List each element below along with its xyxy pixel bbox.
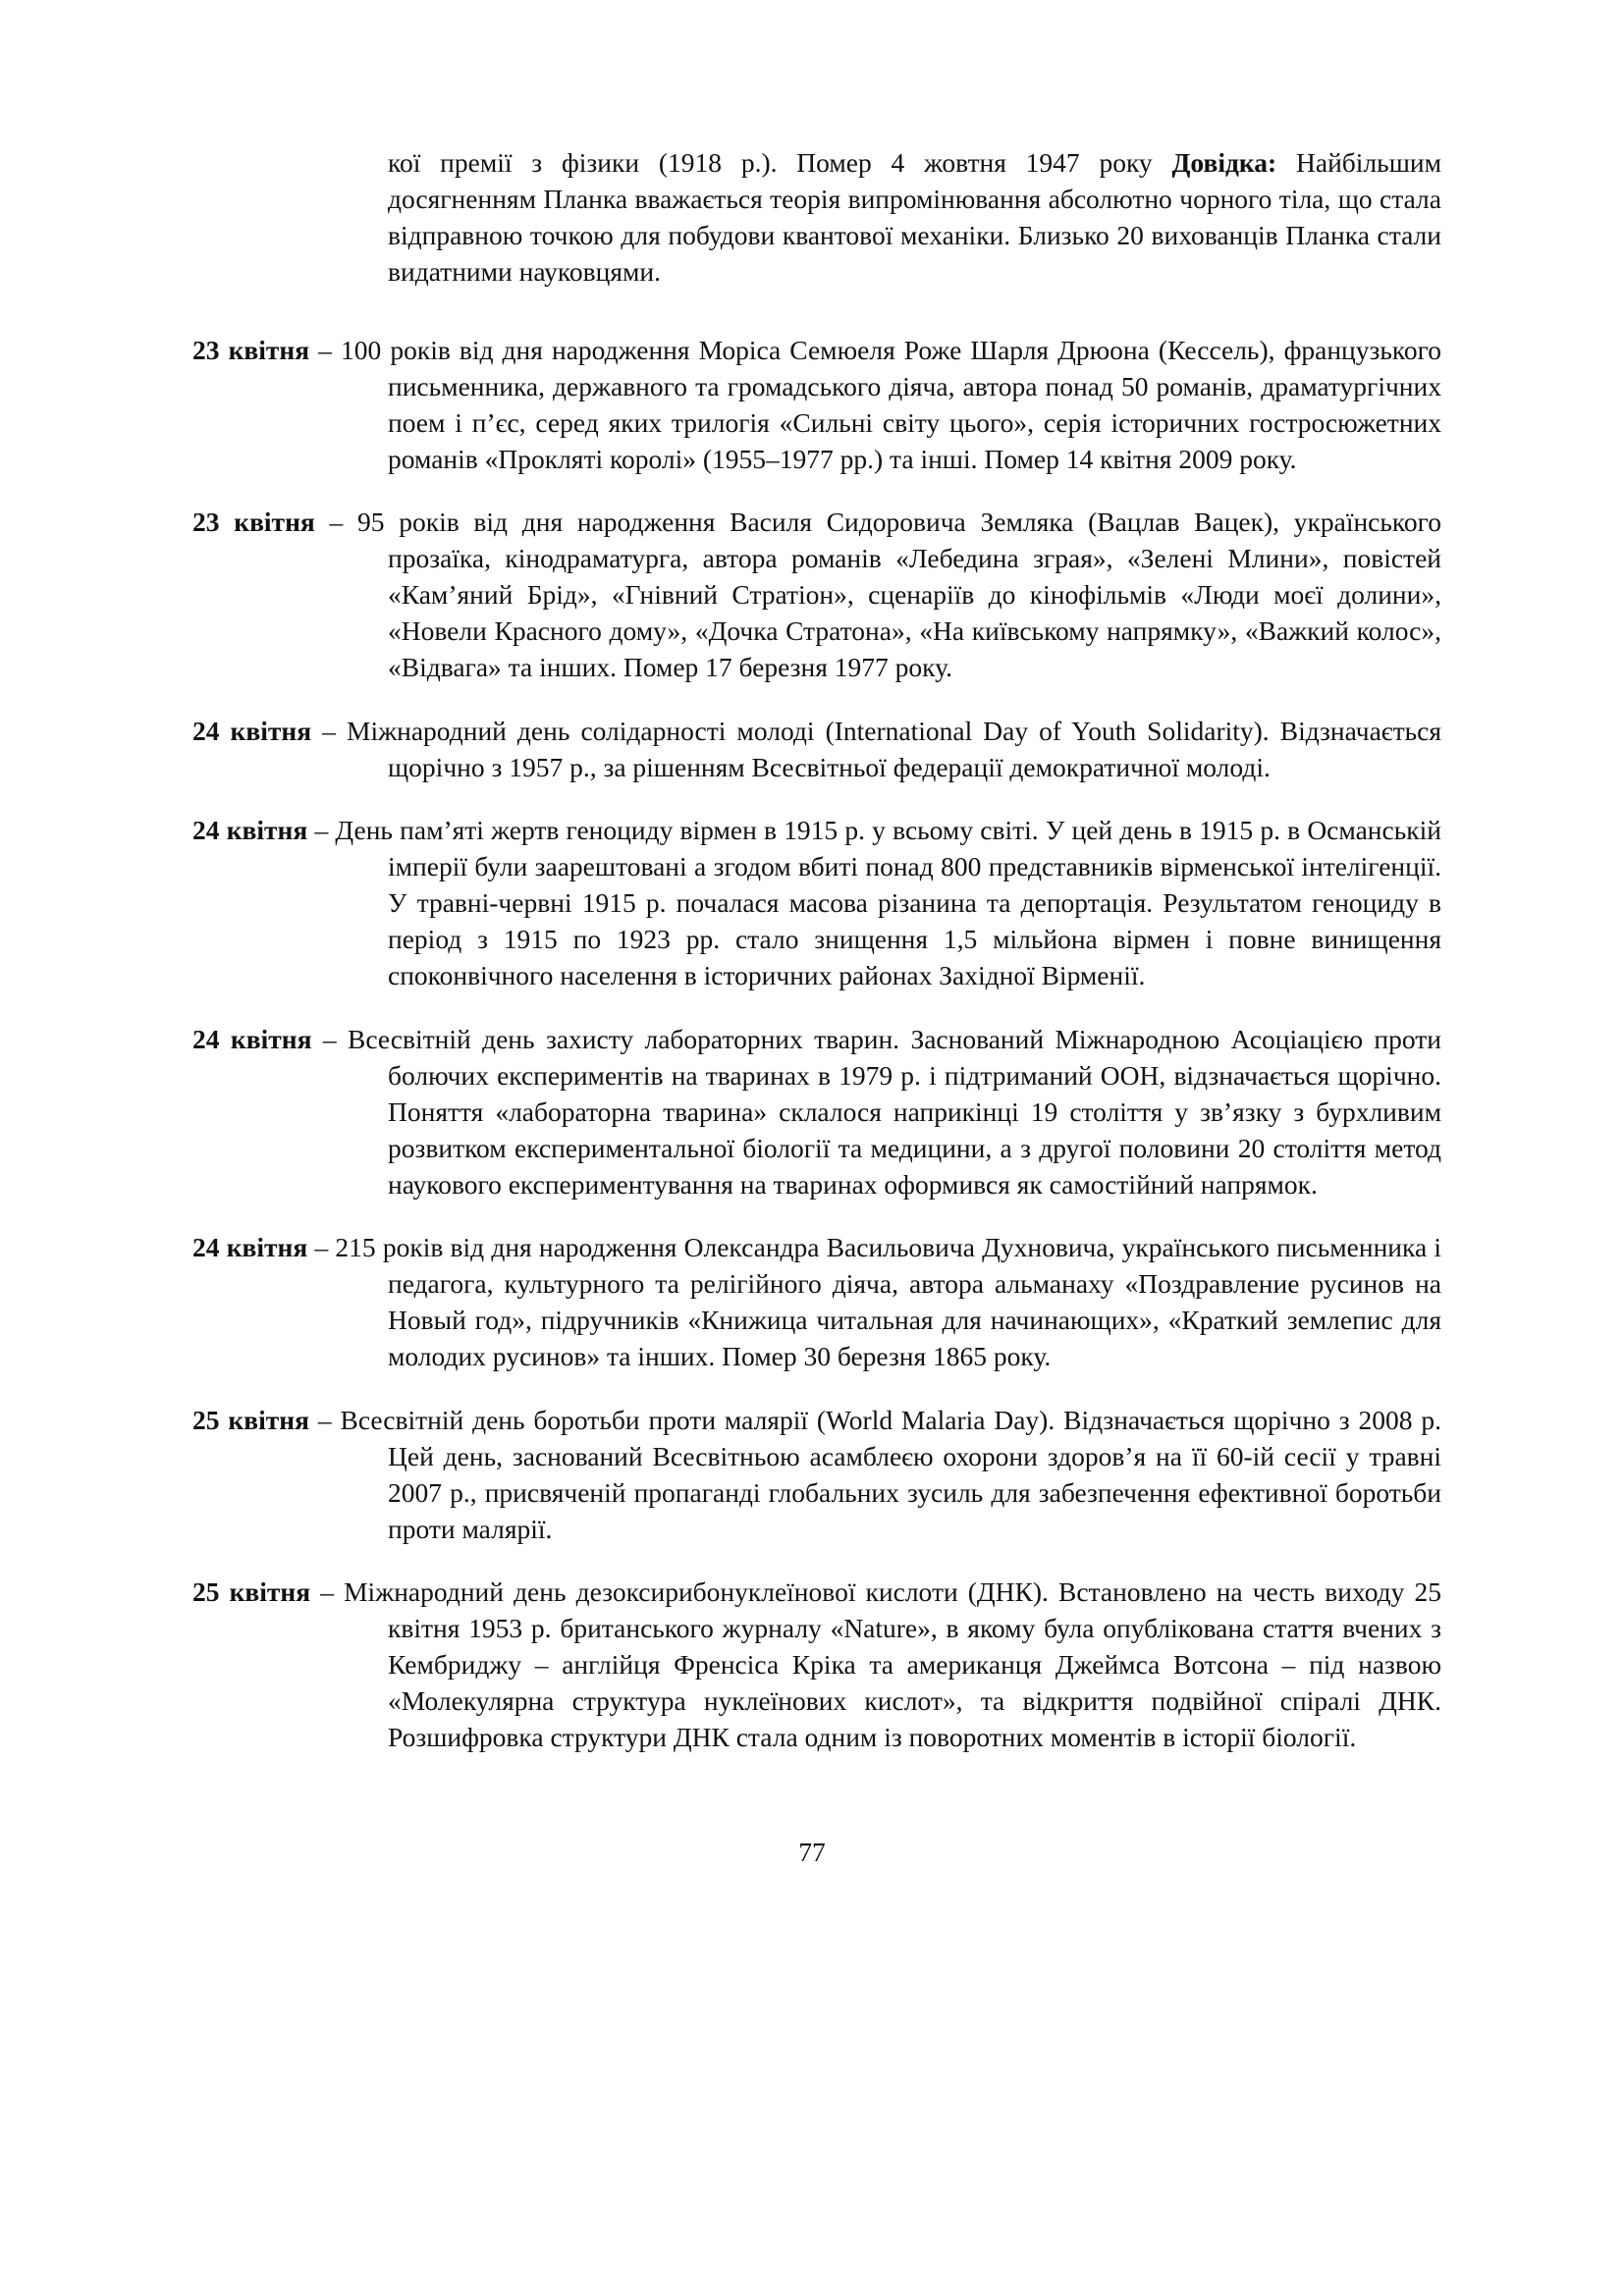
entry-text: – 95 років від дня народження Василя Сидоровича Земляка (Вацлав Вацек), українського прозаїка, кінодраматурга, автора романів «Лебедина зграя», «Зелені Млини», повістей «Кам’яний Брід», «Гнівний Стратіон», сценаріїв до кінофільмів «Люди моєї долини», «Новели Красного дому», «Дочка Стратона», «На київському напрямку», «Важкий колос», «Відвага» та інших. Помер 17 березня 1977 року. (314, 507, 1441, 682)
entry-text: – Всесвітній день боротьби проти малярії (World Malaria Day). Відзначається щорічно з 2008 р. Цей день, заснований Всесвітньою асамблеєю охорони здоров’я на її 60-ій сесії у травні 2007 р., присвяченій пропаганді глобальних зусиль для забезпечення ефективної боротьби проти малярії. (308, 1404, 1441, 1544)
entry-date: 24 квітня (192, 1023, 312, 1054)
entry-text: – День пам’яті жертв геноциду вірмен в 1915 р. у всьому світі. У цей день в 1915 р. в Османській імперії були заарештовані а згодом вбиті понад 800 представників вірменської інтелігенції. У травні-червні 1915 р. почалася масова різанина та депортація. Результатом геноциду в період з 1915 по 1923 рр. стало знищення 1,5 мільйона вірмен і повне винищення споконвічного населення в історичних районах Західної Вірменії. (307, 815, 1441, 990)
calendar-entry (192, 504, 1441, 685)
intro-paragraph (388, 144, 1441, 290)
calendar-entry (192, 713, 1441, 785)
calendar-entry (192, 1402, 1441, 1547)
calendar-entry (192, 1574, 1441, 1755)
calendar-entry (192, 332, 1441, 477)
entry-text: – Всесвітній день захисту лабораторних тварин. Заснований Міжнародною Асоціацією проти болючих експериментів на тваринах в 1979 р. і підтриманий ООН, відзначається щорічно. Поняття «лабораторна тварина» склалося наприкінці 19 століття у зв’язку з бурхливим розвитком експериментальної біології та медицини, а з другої половини 20 століття метод наукового експериментування на тваринах оформився як самостійний напрямок. (311, 1023, 1441, 1200)
calendar-entry (192, 1021, 1441, 1202)
entry-text: – Міжнародний день дезоксирибонуклеїнової кислоти (ДНК). Встановлено на честь виходу 25 квітня 1953 р. британського журналу «Nature», в якому була опублікована стаття вчених з Кембриджу – англійця Френсіса Кріка та американця Джеймса Вотсона – під назвою «Молекулярна структура нуклеїнових кислот», та відкриття подвійної спіралі ДНК. Розшифровка структури ДНК стала одним із поворотних моментів в історії біології. (310, 1576, 1441, 1752)
entry-date: 23 квітня (192, 507, 315, 537)
page-number: 77 (798, 1837, 826, 1867)
calendar-entry (192, 812, 1441, 993)
intro-text-start: кої премії з фізики (1918 р.). Помер 4 жовтня 1947 року (388, 147, 1172, 178)
entry-date: 25 квітня (192, 1404, 309, 1435)
entry-date: 24 квітня (192, 715, 312, 746)
calendar-entry (192, 1229, 1441, 1374)
entry-text: – 215 років від дня народження Олександра Васильовича Духновича, українського письменника і педагога, культурного та релігійного діяча, автора альманаху «Поздравление русинов на Новый год», підручників «Книжица читальная для начинающих», «Краткий землепис для молодих русинов» та інших. Помер 30 березня 1865 року. (307, 1232, 1441, 1371)
entry-date: 24 квітня (192, 815, 308, 845)
entry-date: 24 квітня (192, 1232, 308, 1262)
entry-date: 25 квітня (192, 1576, 311, 1607)
intro-label: Довідка: (1171, 147, 1277, 178)
entry-text: – Міжнародний день солідарності молоді (International Day of Youth Solidarity). Відзначається щорічно з 1957 р., за рішенням Всесвітньої федерації демократичної молоді. (311, 715, 1441, 782)
calendar-entries (192, 304, 1441, 1767)
entry-text: – 100 років від дня народження Моріса Семюеля Роже Шарля Дрюона (Кессель), французького письменника, державного та громадського діяча, автора понад 50 романів, драматургічних поем і п’єс, серед яких трилогія «Сильні світу цього», серія історичних гостросюжетних романів «Прокляті королі» (1955–1977 рр.) та інші. Помер 14 квітня 2009 року. (309, 334, 1441, 474)
intro-text-end: Найбільшим досягненням Планка вважається теорія випромінювання абсолютно чорного тіла, що стала відправною точкою для побудови квантової механіки. Близько 20 вихованців Планка стали видатними науковцями. (388, 147, 1441, 287)
entry-date: 23 квітня (192, 334, 310, 365)
